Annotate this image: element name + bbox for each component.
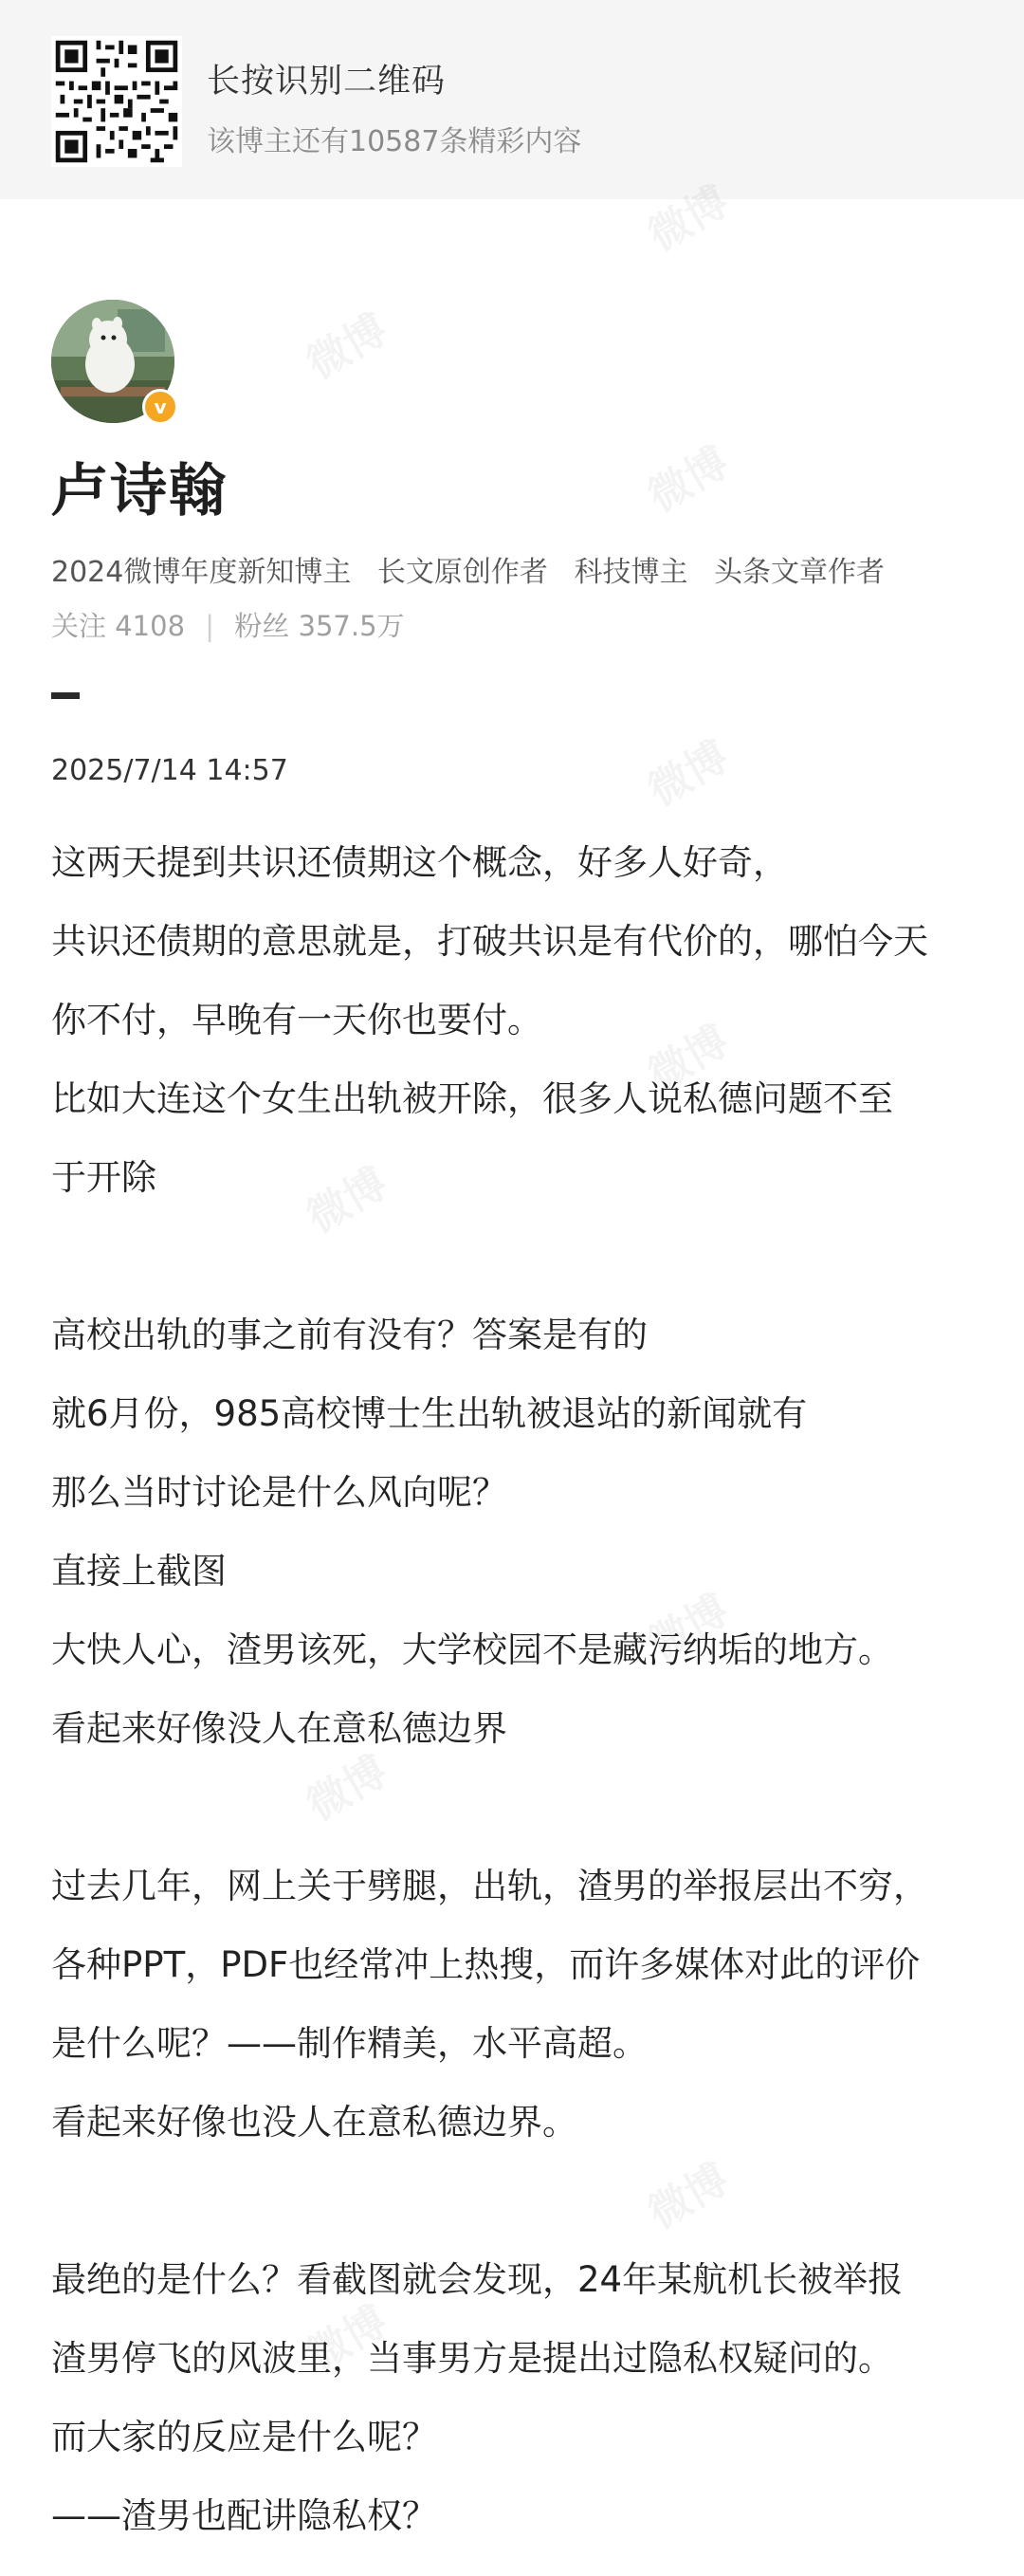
post-date: 2025/7/14 14:57 (51, 754, 288, 787)
post-line: 而大家的反应是什么呢？ (51, 2417, 437, 2457)
qr-banner[interactable] (0, 0, 1024, 199)
profile-tag: 长文原创作者 (376, 556, 548, 589)
post-line: 就6月份，985高校博士生出轨被退站的新闻就有 (51, 1393, 808, 1434)
watermark (294, 296, 396, 390)
post-line-blank (51, 1217, 990, 1296)
watermark (635, 429, 738, 523)
profile-tag: 2024微博年度新知博主 (51, 556, 352, 589)
post-line: 看起来好像没人在意私德边界 (51, 1708, 507, 1749)
post-line: 看起来好像也没人在意私德边界。 (51, 2102, 577, 2143)
post-line: ——渣男也配讲隐私权？ (51, 2495, 437, 2536)
post-line: 于开除 (51, 1157, 156, 1198)
stats-divider: | (205, 610, 215, 642)
followers-count[interactable]: 357.5万 (298, 610, 405, 642)
profile-name[interactable]: 卢诗翰 (51, 458, 228, 524)
profile-tag: 科技博主 (574, 556, 688, 589)
profile-tag: 头条文章作者 (714, 556, 885, 589)
post-line: 大快人心，渣男该死，大学校园不是藏污纳垢的地方。 (51, 1629, 893, 1670)
post-line: 过去几年，网上关于劈腿，出轨，渣男的举报层出不穷， (51, 1866, 928, 1906)
post-line-blank (51, 2162, 990, 2240)
verified-badge-icon: v (142, 389, 178, 425)
post-line: 共识还债期的意思就是，打破共识是有代价的，哪怕今天 (51, 921, 928, 962)
post-line: 你不付，早晚有一天你也要付。 (51, 1000, 542, 1040)
qr-banner-subtitle: 该博主还有10587条精彩内容 (207, 125, 582, 158)
profile-stats (51, 605, 405, 644)
post-line: 各种PPT，PDF也经常冲上热搜，而许多媒体对此的评价 (51, 1944, 921, 1985)
post-line: 是什么呢？——制作精美，水平高超。 (51, 2023, 648, 2064)
watermark (635, 723, 738, 817)
post-line: 渣男停飞的风波里，当事男方是提出过隐私权疑问的。 (51, 2338, 893, 2379)
profile-tags (51, 548, 902, 590)
qr-banner-title: 长按识别二维码 (207, 63, 447, 101)
post-line: 比如大连这个女生出轨被开除，很多人说私德问题不至 (51, 1078, 893, 1119)
post-line: 那么当时讨论是什么风向呢？ (51, 1472, 507, 1513)
post-line: 高校出轨的事之前有没有？答案是有的 (51, 1315, 648, 1355)
post-line-blank (51, 1768, 990, 1847)
following-count[interactable]: 4108 (115, 610, 186, 642)
section-divider (51, 692, 80, 699)
post-line: 直接上截图 (51, 1551, 227, 1592)
following-label: 关注 (51, 610, 107, 642)
post-content (51, 823, 990, 2555)
qr-code-icon[interactable] (51, 36, 182, 167)
followers-label: 粉丝 (234, 610, 290, 642)
post-line: 最绝的是什么？看截图就会发现，24年某航机长被举报 (51, 2259, 904, 2300)
post-line: 这两天提到共识还债期这个概念，好多人好奇， (51, 842, 788, 883)
